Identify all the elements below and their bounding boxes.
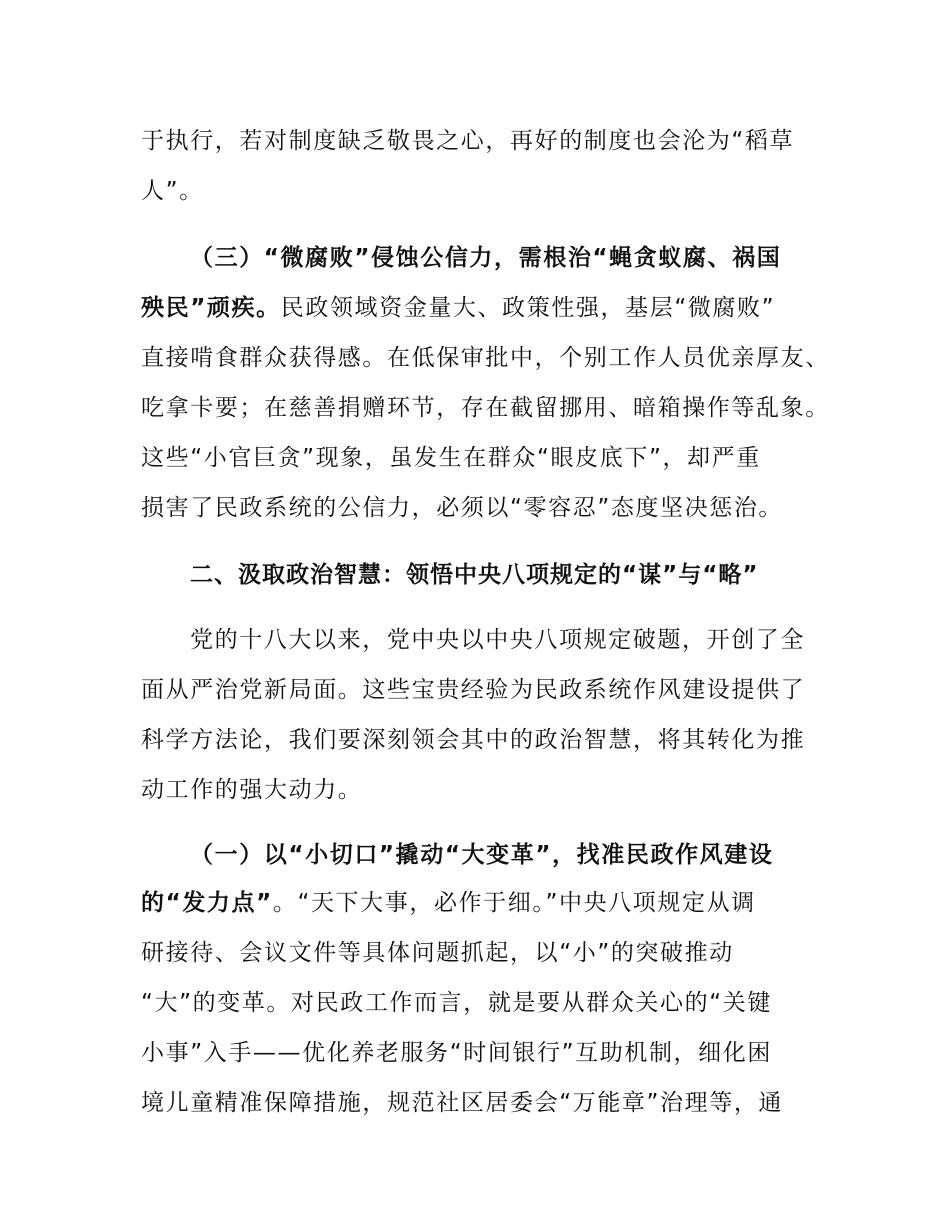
paragraph-line: 于执行，若对制度缺乏敬畏之心，再好的制度也会沦为“稻草	[141, 128, 795, 154]
subheading-tail: 殃民”顽疾。	[141, 295, 281, 321]
subheading-tail: 的“发力点”	[141, 890, 273, 916]
subheading-line: （三）“微腐败”侵蚀公信力，需根治“蝇贪蚁腐、祸国	[190, 245, 782, 271]
paragraph-line: 损害了民政系统的公信力，必须以“零容忍”态度坚决惩治。	[141, 495, 784, 521]
paragraph-text: 。“天下大事，必作于细。”中央八项规定从调	[272, 890, 756, 916]
paragraph-line: 面从严治党新局面。这些宝贵经验为民政系统作风建设提供了	[141, 677, 806, 703]
paragraph-line: 动工作的强大动力。	[141, 777, 363, 803]
paragraph-line: 人”。	[141, 178, 204, 204]
paragraph-line: “大”的变革。对民政工作而言，就是要从群众关心的“关键	[141, 990, 772, 1016]
mixed-line	[141, 293, 821, 323]
section-heading: 二、汲取政治智慧：领悟中央八项规定的“谋”与“略”	[190, 562, 759, 588]
paragraph-line: 小事”入手——优化养老服务“时间银行”互助机制，细化困	[141, 1040, 772, 1066]
subheading-line: （一）以“小切口”撬动“大变革”，找准民政作风建设	[190, 842, 774, 868]
paragraph-line: 党的十八大以来，党中央以中央八项规定破题，开创了全	[190, 627, 805, 653]
paragraph-line: 科学方法论，我们要深刻领会其中的政治智慧，将其转化为推	[141, 727, 806, 753]
mixed-line	[141, 888, 821, 918]
paragraph-line: 这些“小官巨贪”现象，虽发生在群众“眼皮底下”，却严重	[141, 445, 761, 471]
paragraph-line: 研接待、会议文件等具体问题抓起，以“小”的突破推动	[141, 940, 734, 966]
paragraph-line: 直接啃食群众获得感。在低保审批中，个别工作人员优亲厚友、	[141, 345, 830, 371]
paragraph-line: 吃拿卡要；在慈善捐赠环节，存在截留挪用、暗箱操作等乱象。	[141, 395, 830, 421]
paragraph-text: 民政领域资金量大、政策性强，基层“微腐败”	[280, 295, 776, 321]
paragraph-line: 境儿童精准保障措施，规范社区居委会“万能章”治理等，通	[141, 1090, 784, 1116]
